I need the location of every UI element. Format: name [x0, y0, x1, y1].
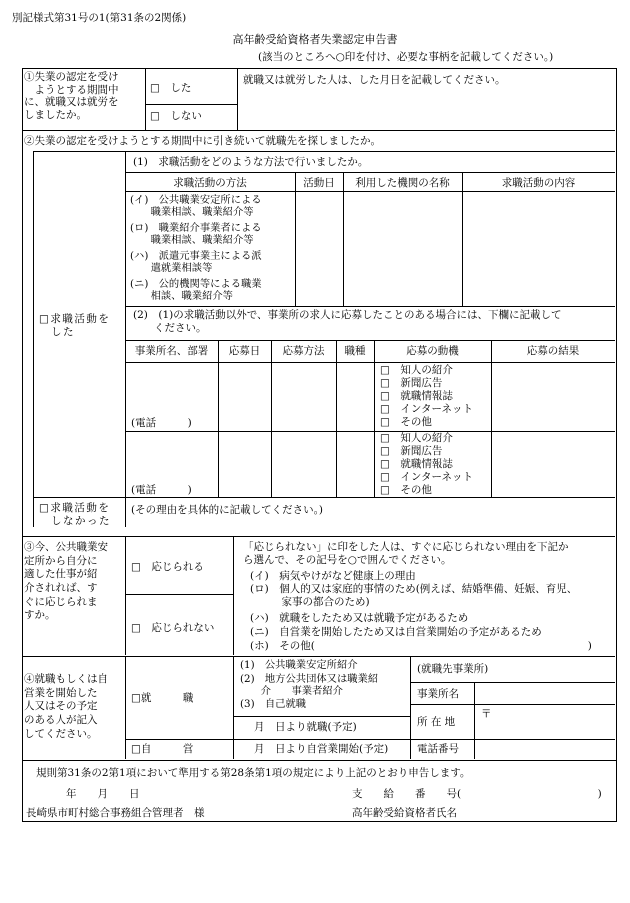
q3-reason-ni: (ニ) 自営業を開始したため又は自営業開始の予定があるため: [250, 626, 542, 638]
sub2-header-method: 応募方法: [282, 345, 325, 357]
sub1-header-date: 活動日: [303, 177, 335, 189]
row1-motive-other[interactable]: □ その他: [380, 416, 432, 428]
q4-question: ④就職もしくは自 営業を開始した 人又はその予定 のある人が記入 してください。: [24, 673, 108, 740]
declaration-date[interactable]: 年 月 日: [66, 788, 140, 800]
q4-route-1: (1) 公共職業安定所紹介: [240, 659, 358, 671]
q3-option-yes[interactable]: □ 応じられる: [131, 561, 204, 573]
q1-option-no[interactable]: □ しない: [150, 110, 202, 122]
method-ni: (ニ) 公的機関等による職業 相談、職業紹介等: [130, 278, 262, 303]
row2-motive-other[interactable]: □ その他: [380, 484, 432, 496]
q3-reason-ha: (ハ) 就職をしたため又は就職予定があるため: [250, 612, 469, 624]
applicant-name-label: 高年齢受給資格者氏名: [352, 807, 457, 819]
sub2-header-motive: 応募の動機: [406, 345, 459, 357]
row2-motive-newspaper[interactable]: □ 新聞広告: [380, 445, 443, 457]
q4-company-label: 事業所名: [417, 688, 459, 700]
q4-self-date[interactable]: 月 日より自営業開始(予定): [254, 743, 389, 755]
q1-note: 就職又は就労した人は、した月日を記載してください。: [243, 74, 506, 86]
row2-motive-internet[interactable]: □ インターネット: [380, 471, 473, 483]
method-i: (イ) 公共職業安定所による 職業相談、職業紹介等: [130, 194, 262, 219]
form-number: 別記様式第31号の1(第31条の2関係): [12, 12, 187, 24]
instruction: (該当のところへ○印を付け、必要な事柄を記載してください。): [258, 51, 554, 63]
row1-motive-magazine[interactable]: □ 就職情報誌: [380, 390, 453, 402]
sub1-header-agency: 利用した機関の名称: [355, 177, 450, 189]
sub2-header-result: 応募の結果: [526, 345, 580, 357]
q2-question: ②失業の認定を受けようとする期間中に引き続いて就職先を探しましたか。: [24, 135, 381, 147]
method-ro: (ロ) 職業紹介事業者による 職業相談、職業紹介等: [130, 222, 262, 247]
q4-self-employed[interactable]: □自 営: [131, 743, 194, 755]
sub2-header-date: 応募日: [228, 345, 261, 357]
q3-reason-i: (イ) 病気やけがなど健康上の理由: [250, 570, 416, 582]
row1-motive-internet[interactable]: □ インターネット: [380, 403, 473, 415]
q4-route-3: (3) 自己就職: [240, 698, 307, 710]
form-title: 高年齢受給資格者失業認定申告書: [232, 33, 398, 46]
sub2-row1-phone[interactable]: (電話 ): [131, 417, 192, 429]
row1-motive-newspaper[interactable]: □ 新聞広告: [380, 377, 443, 389]
q4-employer-heading: (就職先事業所): [417, 663, 489, 675]
declaration: 規則第31条の2第1項において準用する第28条第1項の規定により上記のとおり申告します。: [36, 767, 471, 779]
addressee: 長崎県市町村総合事務組合管理者 様: [26, 807, 205, 819]
q2-reason-note: (その理由を具体的に記載してください。): [131, 504, 323, 516]
benefit-number[interactable]: 支 給 番 号( ): [352, 788, 602, 800]
q4-postal-mark: 〒: [481, 708, 492, 720]
q4-employ-date[interactable]: 月 日より就職(予定): [254, 721, 357, 733]
q2-sub2-question: (2) (1)の求職活動以外で、事業所の求人に応募したことのある場合には、下欄に記載して ください。: [133, 309, 562, 334]
q1-question: ①失業の認定を受け ようとする期間中 に、就職又は就労を しましたか。: [24, 71, 119, 121]
sub2-row2-phone[interactable]: (電話 ): [131, 484, 192, 496]
sub2-header-job: 職種: [344, 345, 366, 357]
sub1-header-content: 求職活動の内容: [501, 177, 576, 189]
q4-address-label: 所 在 地: [417, 716, 456, 728]
q3-option-no[interactable]: □ 応じられない: [131, 622, 215, 634]
q2-did-search[interactable]: □求職活動を した: [39, 313, 111, 338]
q4-employed[interactable]: □就 職: [131, 692, 194, 704]
q4-phone-label: 電話番号: [417, 743, 459, 755]
sub2-header-company: 事業所名、部署: [134, 345, 209, 357]
sub1-header-method: 求職活動の方法: [173, 177, 247, 189]
q2-did-not-search[interactable]: □求職活動を しなかった: [39, 502, 111, 527]
q3-reason-ho: (ホ) その他( ): [250, 640, 592, 652]
q4-route-2: (2) 地方公共団体又は職業紹 介 事業者紹介: [240, 673, 379, 698]
q3-question: ③今、公共職業安 定所から自分に 適した仕事が紹 介されれば、す ぐに応じられま すか。: [24, 541, 108, 622]
q3-note: 「応じられない」に印をした人は、すぐに応じられない理由を下記か ら選んで、その記号を○で囲んでください。: [243, 541, 569, 566]
q3-reason-ro: (ロ) 個人的又は家庭的事情のため(例えば、結婚準備、妊娠、育児、 家事の都合のため): [250, 583, 578, 608]
q2-sub1-question: (1) 求職活動をどのような方法で行いましたか。: [133, 156, 369, 168]
row2-motive-acquaintance[interactable]: □ 知人の紹介: [380, 432, 453, 444]
row1-motive-acquaintance[interactable]: □ 知人の紹介: [380, 364, 453, 376]
q1-option-yes[interactable]: □ した: [150, 82, 192, 94]
row2-motive-magazine[interactable]: □ 就職情報誌: [380, 458, 453, 470]
method-ha: (ハ) 派遣元事業主による派 遣就業相談等: [130, 250, 262, 275]
